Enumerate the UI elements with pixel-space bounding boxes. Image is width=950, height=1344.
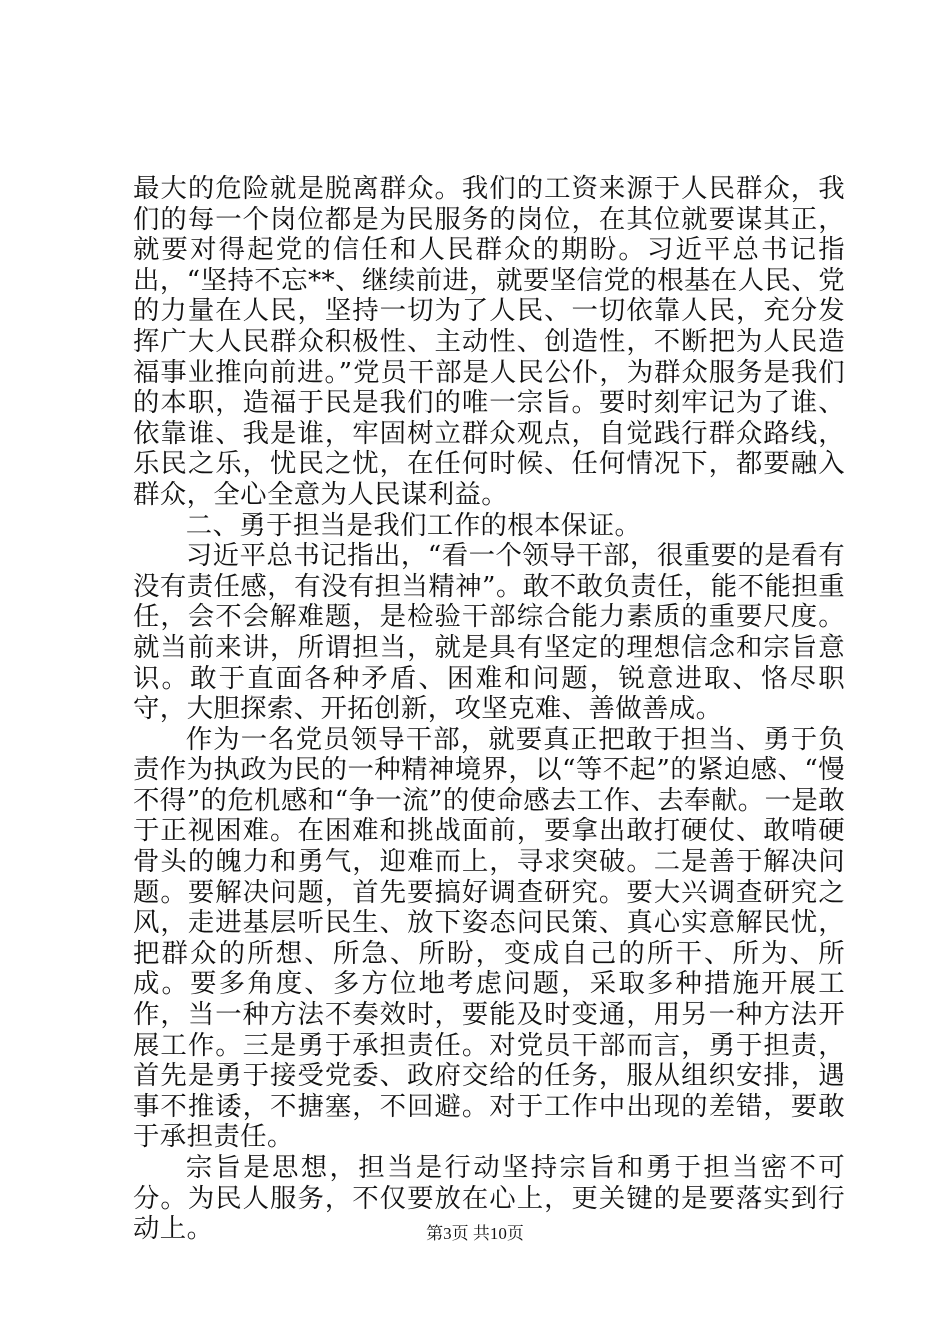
paragraph: 宗旨是思想，担当是行动坚持宗旨和勇于担当密不可分。为民人服务，不仅要放在心上，更关键的是要落实到行动上。 [133, 1152, 845, 1245]
paragraph-continued: 最大的危险就是脱离群众。我们的工资来源于人民群众，我们的每一个岗位都是为民服务的岗位，在其位就要谋其正，就要对得起党的信任和人民群众的期盼。习近平总书记指出，“坚持不忘**、继续前进，就要坚信党的根基在人民、党的力量在人民，坚持一切为了人民、一切依靠人民，充分发挥广大人民群众积极性、主动性、创造性，不断把为人民造福事业推向前进。”党员干部是人民公仆，为群众服务是我们的本职，造福于民是我们的唯一宗旨。要时刻牢记为了谁、依靠谁、我是谁，牢固树立群众观点，自觉践行群众路线，乐民之乐，忧民之忧，在任何时候、任何情况下，都要融入群众，全心全意为人民谋利益。 [133, 173, 845, 510]
section-heading: 二、勇于担当是我们工作的根本保证。 [185, 509, 642, 541]
page-number-footer: 第3页 共10页 [426, 1224, 524, 1243]
document-body [133, 174, 845, 1245]
paragraph: 习近平总书记指出，“看一个领导干部，很重要的是看有没有责任感，有没有担当精神”。敢不敢负责任，能不能担重任，会不会解难题，是检验干部综合能力素质的重要尺度。就当前来讲，所谓担当，就是具有坚定的理想信念和宗旨意识。敢于直面各种矛盾、困难和问题，锐意进取、恪尽职守，大胆探索、开拓创新，攻坚克难、善做善成。 [133, 540, 845, 725]
paragraph: 作为一名党员领导干部，就要真正把敢于担当、勇于负责作为执政为民的一种精神境界，以“等不起”的紧迫感、“慢不得”的危机感和“争一流”的使命感去工作、去奉献。一是敢于正视困难。在困难和挑战面前，要拿出敢打硬仗、敢啃硬骨头的魄力和勇气，迎难而上，寻求突破。二是善于解决问题。要解决问题，首先要搞好调查研究。要大兴调查研究之风，走进基层听民生、放下姿态问民策、真心实意解民忧，把群众的所想、所急、所盼，变成自己的所干、所为、所成。要多角度、多方位地考虑问题，采取多种措施开展工作，当一种方法不奏效时，要能及时变通，用另一种方法开展工作。三是勇于承担责任。对党员干部而言，勇于担责，首先是勇于接受党委、政府交给的任务，服从组织安排，遇事不推诿，不搪塞，不回避。对于工作中出现的差错，要敢于承担责任。 [133, 723, 845, 1153]
